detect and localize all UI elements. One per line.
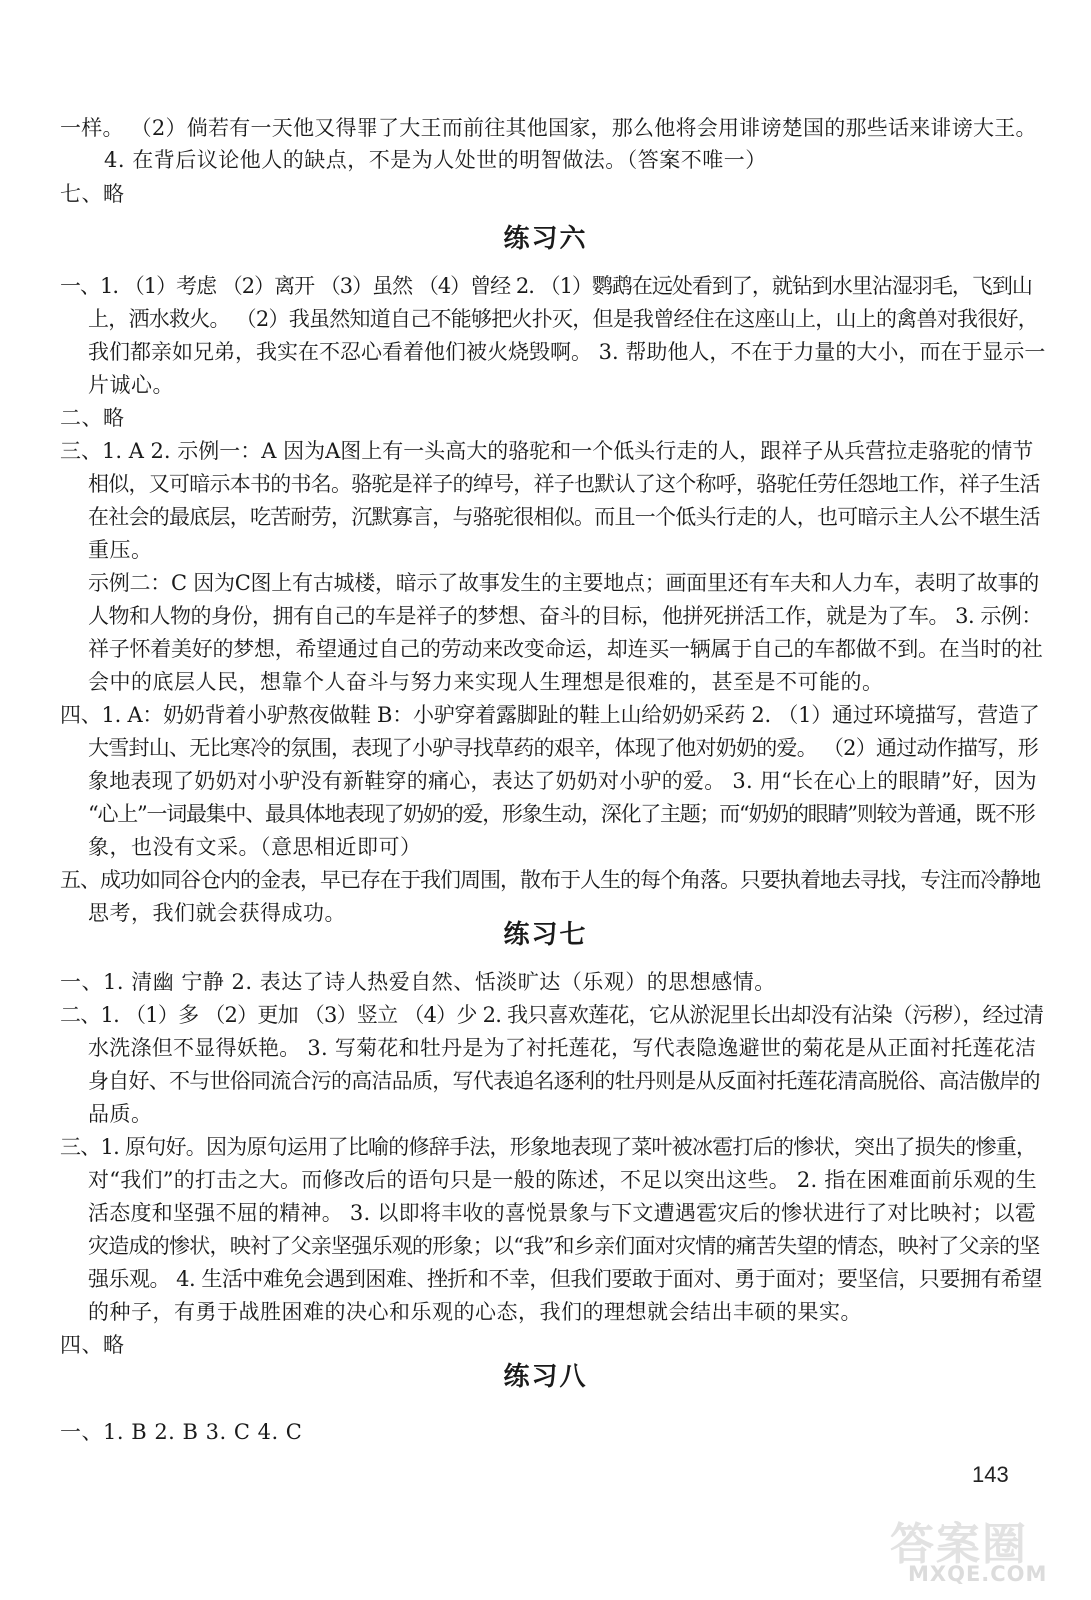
watermark-logo	[880, 1508, 1070, 1590]
text-line: 在社会的最底层，吃苦耐劳，沉默寡言，与骆驼很相似。而且一个低头行走的人，也可暗示主人公不堪生活	[88, 505, 1040, 529]
text-line: 祥子怀着美好的梦想，希望通过自己的劳动来改变命运，却连买一辆属于自己的车都做不到。在当时的社	[88, 637, 1043, 661]
text-line: 活态度和坚强不屈的精神。 3. 以即将丰收的喜悦景象与下文遭遇雹灾后的惨状进行了对比映衬；以雹	[88, 1201, 1037, 1225]
text-line: 思考，我们就会获得成功。	[88, 901, 346, 925]
text-line: 4. 在背后议论他人的缺点，不是为人处世的明智做法。（答案不唯一）	[104, 148, 767, 172]
section-heading: 练习七	[503, 920, 588, 950]
text-line: 水洗涤但不显得妖艳。 3. 写菊花和牡丹是为了衬托莲花，写代表隐逸避世的菊花是从正面衬托莲花洁	[88, 1036, 1037, 1060]
section-heading: 练习六	[503, 224, 588, 254]
text-line: 三、1. 原句好。因为原句运用了比喻的修辞手法，形象地表现了菜叶被冰雹打后的惨状，突出了损失的惨重，	[60, 1135, 1037, 1159]
text-line: 七、略	[60, 182, 125, 206]
text-line: 品质。	[88, 1102, 153, 1126]
text-line: 三、1. A 2. 示例一：A 因为A图上有一头高大的骆驼和一个低头行走的人，跟祥子从兵营拉走骆驼的情节	[60, 439, 1034, 463]
watermark-url: MXQE.COM	[908, 1562, 1048, 1586]
text-line: “心上”一词最集中、最具体地表现了奶奶的爱，形象生动，深化了主题；而“奶奶的眼睛”则较为普通，既不形	[88, 802, 1035, 826]
text-line: 四、略	[60, 1333, 125, 1357]
text-line: 对“我们”的打击之大。而修改后的语句只是一般的陈述，不足以突出这些。 2. 指在困难面前乐观的生	[88, 1168, 1037, 1192]
text-line: 大雪封山、无比寒冷的氛围，表现了小驴寻找草药的艰辛，体现了他对奶奶的爱。 （2）通过动作描写，形	[88, 736, 1039, 760]
text-line: 重压。	[88, 538, 153, 562]
text-line: 象，也没有文采。（意思相近即可）	[88, 835, 422, 859]
text-line: 片诚心。	[88, 373, 174, 397]
text-line: 会中的底层人民，想靠个人奋斗与努力来实现人生理想是很难的，甚至是不可能的。	[88, 670, 884, 694]
text-line: 四、1. A：奶奶背着小驴熬夜做鞋 B：小驴穿着露脚趾的鞋上山给奶奶采药 2. （1）通过环境描写，营造了	[60, 703, 1040, 727]
text-line: 相似，又可暗示本书的书名。骆驼是祥子的绰号，祥子也默认了这个称呼，骆驼任劳任怨地工作，祥子生活	[88, 472, 1040, 496]
text-line: 五、成功如同谷仓内的金表，早已存在于我们周围，散布于人生的每个角落。只要执着地去寻找，专注而冷静地	[60, 868, 1040, 892]
text-line: 二、略	[60, 406, 125, 430]
section-heading: 练习八	[503, 1362, 588, 1392]
text-line: 一样。 （2）倘若有一天他又得罪了大王而前往其他国家，那么他将会用诽谤楚国的那些话来诽谤大王。	[60, 116, 1037, 140]
text-line: 一、1. （1）考虑 （2）离开 （3）虽然 （4）曾经 2. （1）鹦鹉在远处看到了，就钻到水里沾湿羽毛，飞到山	[60, 274, 1032, 298]
text-line: 身自好、不与世俗同流合污的高洁品质，写代表追名逐利的牡丹则是从反面衬托莲花清高脱俗、高洁傲岸的	[88, 1069, 1040, 1093]
text-line: 象地表现了奶奶对小驴没有新鞋穿的痛心，表达了奶奶对小驴的爱。 3. 用“长在心上的眼睛”好，因为	[88, 769, 1037, 793]
text-line: 示例二：C 因为C图上有古城楼，暗示了故事发生的主要地点；画面里还有车夫和人力车，表明了故事的	[88, 571, 1040, 595]
text-line: 灾造成的惨状，映衬了父亲坚强乐观的形象；以“我”和乡亲们面对灾情的痛苦失望的情态，映衬了父亲的坚	[88, 1234, 1040, 1258]
text-line: 的种子，有勇于战胜困难的决心和乐观的心态，我们的理想就会结出丰硕的果实。	[88, 1300, 862, 1324]
text-line: 强乐观。 4. 生活中难免会遇到困难、挫折和不幸，但我们要敢于面对、勇于面对；要坚信，只要拥有希望	[88, 1267, 1042, 1291]
text-line: 我们都亲如兄弟，我实在不忍心看着他们被火烧毁啊。 3. 帮助他人，不在于力量的大小，而在于显示一	[88, 340, 1046, 364]
text-line: 一、1. B 2. B 3. C 4. C	[60, 1420, 303, 1444]
watermark-mark: 答案圈	[890, 1519, 1028, 1570]
page-number: 143	[972, 1462, 1009, 1487]
text-line: 二、1. （1）多 （2）更加 （3）竖立 （4）少 2. 我只喜欢莲花，它从淤泥里长出却没有沾染（污秽），经过清	[60, 1003, 1044, 1027]
text-line: 人物和人物的身份，拥有自己的车是祥子的梦想、奋斗的目标，他拼死拼活工作，就是为了车。 3. 示例：	[88, 604, 1042, 628]
text-line: 一、1. 清幽 宁静 2. 表达了诗人热爱自然、恬淡旷达（乐观）的思想感情。	[60, 970, 776, 994]
text-line: 上，洒水救火。 （2）我虽然知道自己不能够把火扑灭，但是我曾经住在这座山上，山上的禽兽对我很好，	[88, 307, 1039, 331]
